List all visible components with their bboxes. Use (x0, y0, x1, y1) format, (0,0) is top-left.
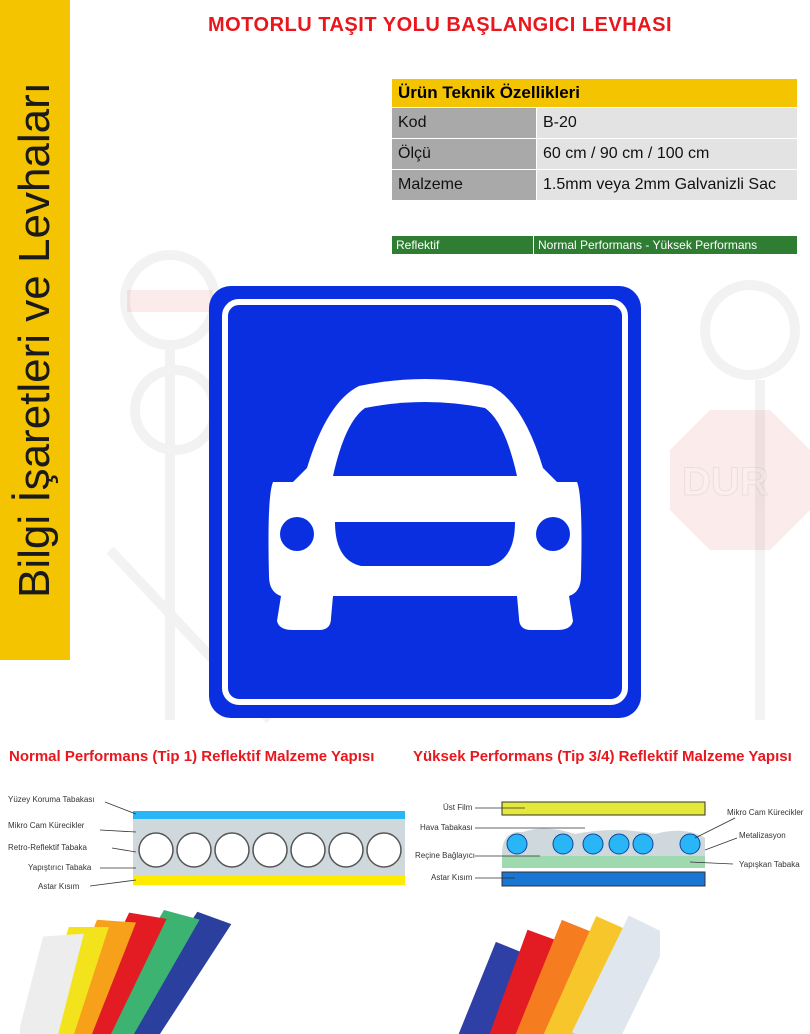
normal-performance-title: Normal Performans (Tip 1) Reflektif Malzeme Yapısı (9, 748, 375, 765)
spec-row-size (392, 139, 798, 170)
spec-label-material: Malzeme (392, 170, 537, 201)
high-performance-title: Yüksek Performans (Tip 3/4) Reflektif Malzeme Yapısı (413, 748, 792, 765)
category-sidebar (0, 0, 70, 660)
stop-sign-text: DUR (682, 460, 769, 504)
motorway-start-sign (209, 286, 641, 718)
reflective-label: Reflektif (392, 236, 534, 255)
spec-label-code: Kod (392, 108, 537, 139)
category-title: Bilgi İşaretleri ve Levhaları (10, 81, 59, 599)
high-label-metalization: Metalizasyon (739, 831, 786, 840)
normal-label-adhesive: Yapıştırıcı Tabaka (28, 863, 92, 872)
spec-table (391, 78, 798, 201)
normal-reflective-samples-image (20, 905, 240, 1034)
normal-performance-diagram (0, 790, 405, 895)
spec-row-material (392, 170, 798, 201)
spec-table-header-row (392, 79, 798, 108)
normal-label-retro: Retro-Reflektif Tabaka (8, 843, 87, 852)
spec-table-header: Ürün Teknik Özellikleri (392, 79, 798, 108)
high-label-glass-beads: Mikro Cam Kürecikler (727, 808, 804, 817)
high-reflective-samples-image (430, 905, 660, 1034)
spec-value-material: 1.5mm veya 2mm Galvanizli Sac (537, 170, 798, 201)
spec-label-size: Ölçü (392, 139, 537, 170)
reflective-value: Normal Performans - Yüksek Performans (534, 236, 798, 255)
normal-label-surface: Yüzey Koruma Tabakası (8, 795, 95, 804)
high-label-adhesive: Yapışkan Tabaka (739, 860, 800, 869)
high-label-resin: Reçine Bağlayıcı (415, 851, 476, 860)
page-title: MOTORLU TAŞIT YOLU BAŞLANGICI LEVHASI (207, 14, 673, 36)
high-label-top-film: Üst Film (443, 803, 473, 812)
high-performance-diagram (405, 790, 810, 895)
normal-label-glass-beads: Mikro Cam Kürecikler (8, 821, 85, 830)
spec-value-size: 60 cm / 90 cm / 100 cm (537, 139, 798, 170)
high-label-liner: Astar Kısım (431, 873, 473, 882)
spec-row-code (392, 108, 798, 139)
high-label-air-layer: Hava Tabakası (420, 823, 473, 832)
normal-label-liner: Astar Kısım (38, 882, 80, 891)
spec-value-code: B-20 (537, 108, 798, 139)
